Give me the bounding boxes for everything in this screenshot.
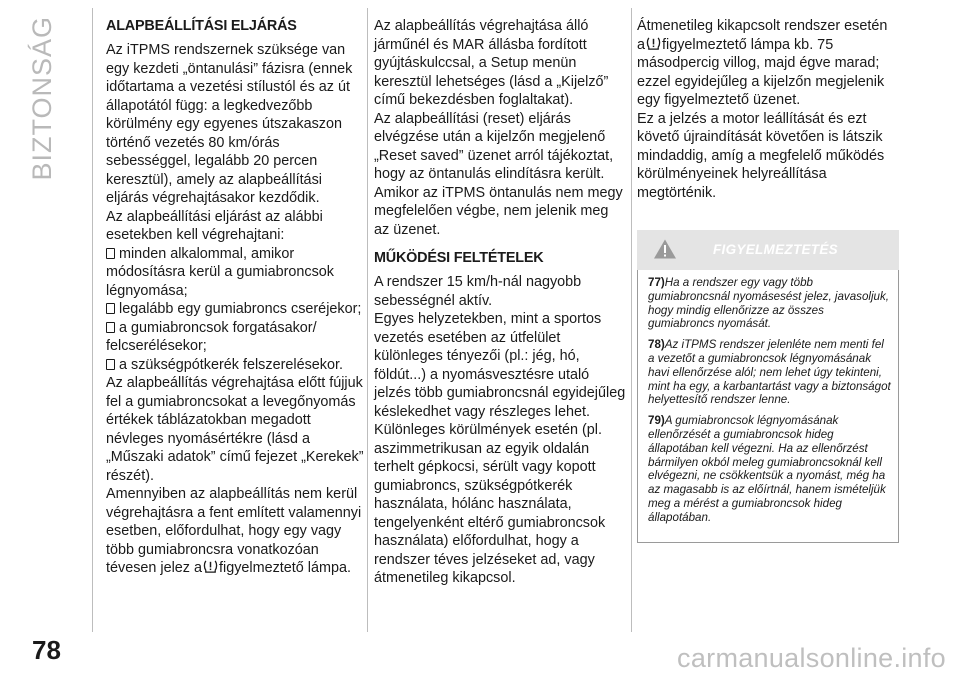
tpms-warning-lamp-icon <box>203 559 218 574</box>
warning-note: 78)Az iTPMS rendszer jelenléte nem menti fel a vezetőt a gumiabroncsok légnyomásának havi ellenőrzése alól; nem lehet úgy tekinteni, mint ha egy, a karbantartást vagy a biztonságot helyettesítő rendszer lenne. <box>648 338 891 407</box>
heading-mukodesi-feltetelek: MŰKÖDÉSI FELTÉTELEK <box>374 250 544 266</box>
column-divider <box>631 8 632 632</box>
bullet-item: legalább egy gumiabroncs cseréjekor; <box>106 300 364 319</box>
column-3 <box>637 17 899 543</box>
checkbox-bullet-icon <box>106 248 115 259</box>
paragraph: A rendszer 15 km/h-nál nagyobb sebességnél aktív. <box>374 274 582 309</box>
paragraph: Az alapbeállítási eljárást az alábbi esetekben kell végrehajtani: <box>106 208 323 243</box>
page-number: 78 <box>32 635 61 665</box>
bullet-item: minden alkalommal, amikor módosításra kerül a gumiabroncsok légnyomása; <box>106 245 334 299</box>
paragraph: Különleges körülmények esetén (pl. aszimmetrikusan az egyik oldalán terhelt gépkocsi, sérült vagy kopott gumiabroncs, szükségpótkerék használata, hólánc használata, tengelyenként eltérő gumiabroncsok használata) előfordulhat, hogy a rendszer téves jelzéseket ad, vagy átmenetileg kikapcsol. <box>374 422 606 586</box>
warning-triangle-icon <box>653 238 677 260</box>
checkbox-bullet-icon <box>106 303 115 314</box>
side-tab <box>22 16 62 181</box>
bullet-item: a szükségpótkerék felszerelésekor. <box>106 356 364 375</box>
heading-alapbeallitasi: ALAPBEÁLLÍTÁSI ELJÁRÁS <box>106 18 297 34</box>
paragraph: Ez a jelzés a motor leállítását és ezt követő újraindítását követően is látszik mindaddig, amíg a megfelelő működés körülményeinek helyreállítása megtörténik. <box>637 110 885 201</box>
column-divider <box>92 8 93 632</box>
paragraph: Az alapbeállítási (reset) eljárás elvégzése után a kijelzőn megjelenő „Reset saved” üzenet arról tájékoztat, hogy az öntanulás elindításra került. <box>374 110 614 182</box>
warning-box <box>637 270 899 543</box>
paragraph: Átmenetileg kikapcsolt rendszer esetén a figyelmeztető lámpa kb. 75 másodpercig villog, majd égve marad; ezzel egyidejűleg a kijelzőn megjelenik egy figyelmeztető üzenet. <box>637 18 888 108</box>
warning-note: 79)A gumiabroncsok légnyomásának ellenőrzését a gumiabroncsok hideg állapotában kell végezni. Ha az ellenőrzést bármilyen okból meleg gumiabroncsoknál kell elvégezni, ne csökkentsük a nyomást, még ha az magasabb is az előírtnál, hanem ismételjük meg a mérést a gumiabroncsok hideg állapotában. <box>648 414 886 524</box>
paragraph: Amennyiben az alapbeállítás nem kerül végrehajtásra a fent említett valamennyi esetben, előfordulhat, hogy egy vagy több gumiabroncsra vonatkozóan tévesen jelez a figyelmeztető lámpa. <box>106 486 362 576</box>
checkbox-bullet-icon <box>106 359 115 370</box>
section-label: BIZTONSÁG <box>26 16 57 181</box>
bullet-item: a gumiabroncsok forgatásakor/ felcserélésekor; <box>106 319 317 354</box>
column-2 <box>374 17 626 588</box>
column-1 <box>106 17 364 578</box>
column-divider <box>367 8 368 632</box>
paragraph: Az iTPMS rendszernek szüksége van egy kezdeti „öntanulási” fázisra (ennek időtartama a vezetési stílustól és az út állapotától függ: a legkedvezőbb körülmény egy egyenes útszakaszon történő vezetés 80 km/órás sebességgel, legalább 20 percen keresztül), amely az alapbeállítási eljárás végrehajtásakor kezdődik. <box>106 42 353 206</box>
tpms-warning-lamp-icon <box>646 36 661 51</box>
warning-title: FIGYELMEZTETÉS <box>713 241 838 257</box>
checkbox-bullet-icon <box>106 322 115 333</box>
paragraph: Az alapbeállítás végrehajtása álló járműnél és MAR állásba fordított gyújtáskulccsal, a Setup menün keresztül lehetséges (lásd a „Kijelző” című bekezdésben foglaltakat). <box>374 18 609 108</box>
paragraph: Amikor az iTPMS öntanulás nem megy megfelelően végbe, nem jelenik meg az üzenet. <box>374 184 623 238</box>
paragraph: Az alapbeállítás végrehajtása előtt fújjuk fel a gumiabroncsokat a levegőnyomás értékek táblázatokban megadott névleges nyomásértékre (lásd a „Műszaki adatok” című fejezet „Kerekek” részét). <box>106 375 364 484</box>
watermark: carmanualsonline.info <box>677 643 946 673</box>
paragraph: Egyes helyzetekben, mint a sportos vezetés esetében az útfelület különleges tényezői (pl.: jég, hó, földút...) a nyomásvesztésre utaló jelzés több gumiabroncsnál egyidejűleg késlekedhet vagy részleges lehet. <box>374 311 626 420</box>
warning-header <box>637 230 899 270</box>
warning-note: 77)Ha a rendszer egy vagy több gumiabroncsnál nyomásesést jelez, javasoljuk, hogy mindig ellenőrizze az összes gumiabroncs nyomását. <box>648 276 890 331</box>
